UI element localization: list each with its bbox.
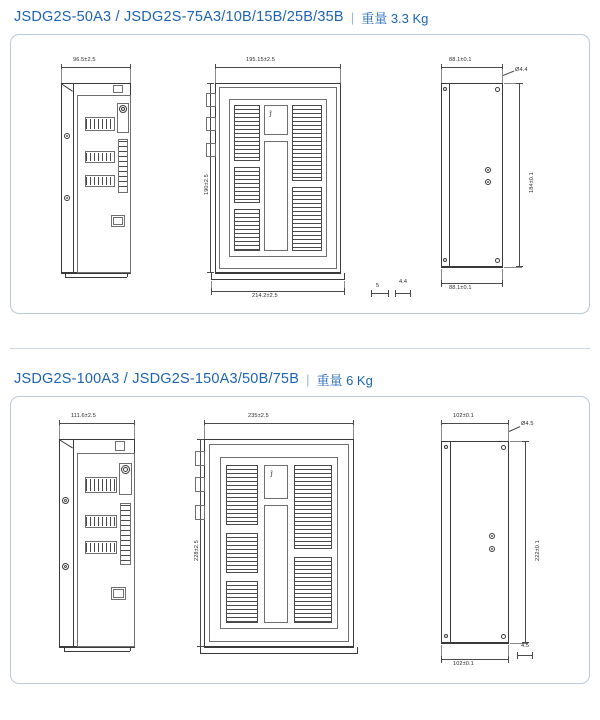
dim-front-width-2: 235±2.5	[248, 413, 269, 419]
rear-view-100a3	[429, 411, 579, 673]
section-50a3	[0, 0, 600, 314]
drawing-frame-50a3	[10, 34, 590, 314]
servo-brand-logo: Ĵ	[269, 111, 272, 119]
dim-bottom-width: 214.2±2.5	[252, 293, 278, 299]
servo-brand-logo-2: Ĵ	[270, 471, 273, 479]
dim-rear-width-top-2: 102±0.1	[453, 413, 474, 419]
section-divider	[10, 348, 590, 349]
title-separator: |	[350, 9, 355, 25]
dim-bottom-small-3: 4.5	[521, 643, 530, 649]
dim-bottom-small-2: 4.4	[399, 279, 408, 285]
dim-rear-height: 184±0.1	[529, 172, 535, 193]
bottom-detail-dims-50a3	[371, 275, 441, 305]
dim-rear-width-top: 88.1±0.1	[449, 57, 472, 63]
front-view-100a3	[186, 411, 396, 671]
section-100a3	[0, 362, 600, 684]
dim-side-width-2: 111.6±2.5	[71, 413, 96, 419]
section-title-row	[0, 0, 600, 34]
drawing-frame-100a3	[10, 396, 590, 684]
dim-rear-width-bottom-2: 102±0.1	[453, 661, 474, 667]
side-view-50a3	[51, 55, 181, 285]
weight-label: 重量 3.3 Kg	[361, 10, 429, 26]
dim-rear-width-bottom: 88.1±0.1	[449, 285, 472, 291]
dim-rear-hole-2: Ø4.5	[521, 421, 534, 427]
dim-front-width: 195.15±2.5	[246, 57, 275, 63]
page-title-2: JSDG2S‑100A3 / JSDG2S‑150A3/50B/75B	[14, 371, 300, 387]
dim-side-width: 96.5±2.5	[73, 57, 96, 63]
page-title: JSDG2S‑50A3 / JSDG2S‑75A3/10B/15B/25B/35B	[14, 9, 344, 25]
front-view-50a3	[196, 55, 386, 299]
weight-label-2: 重量 6 Kg	[316, 372, 373, 388]
dim-rear-hole: Ø4.4	[515, 67, 528, 73]
dim-bottom-small-1: 5	[376, 283, 380, 289]
dim-front-height: 190±2.5	[204, 174, 210, 195]
rear-view-50a3	[429, 55, 569, 295]
side-view-100a3	[49, 411, 189, 661]
title-separator-2: |	[306, 371, 310, 387]
section-title-row-2	[0, 362, 600, 396]
dim-front-height-2: 228±2.5	[194, 540, 200, 561]
dim-rear-height-2: 222±0.1	[535, 540, 541, 561]
